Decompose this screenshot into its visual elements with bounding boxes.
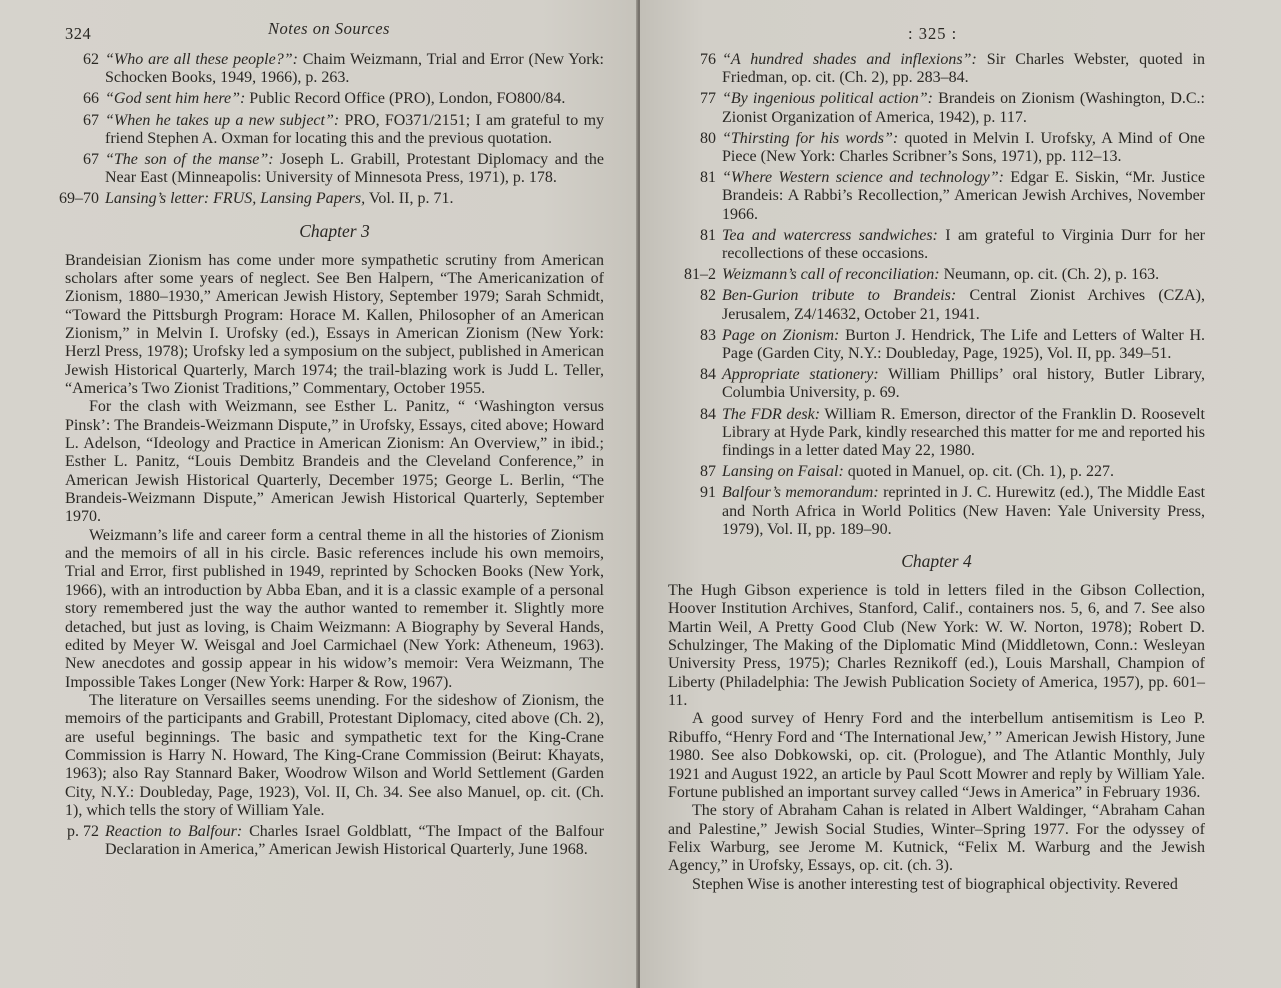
note-page-ref: 81–2 <box>684 266 716 284</box>
body-paragraph: Stephen Wise is another interesting test of biographical objectivity. Revered <box>692 875 1178 893</box>
note-entry <box>670 366 1205 402</box>
note-text: Burton J. Hendrick, The Life and Letters of Walter H. Page (Garden City, N.Y.: Doubleday, Page, 1925), Vol. II, pp. 349–51. <box>722 326 1205 363</box>
note-cue: Ben-Gurion tribute to Brandeis: <box>722 287 957 305</box>
note-entry <box>670 169 1205 224</box>
note-cue: Lansing’s letter: FRUS, Lansing Papers, <box>105 190 366 208</box>
note-entry <box>55 112 604 148</box>
body-paragraph: The story of Abraham Cahan is related in Albert Waldinger, “Abraham Cahan and Palestine,” Jewish Social Studies, Winter–Spring 1977. For the odyssey of Felix Warburg, see Jerome M. Kutnick, “Felix M. Warburg and the Jewish Agency,” in Urofsky, Essays, op. cit. (ch. 3). <box>668 802 1205 875</box>
note-cue: Tea and watercress sandwiches: <box>722 226 938 244</box>
note-text: Public Record Office (PRO), London, FO800/84. <box>245 90 566 108</box>
body-paragraph: Brandeisian Zionism has come under more sympathetic scrutiny from American scholars after some years of neglect. See Ben Halpern, “The Americanization of Zionism, 1880–1930,” American Jewish History, September 1979; Sarah Schmidt, “Toward the Pittsburgh Program: Horace M. Kallen, Philosopher of an American Zionism,” in Melvin I. Urofsky (ed.), Essays in American Zionism (New York: Herzl Press, 1978); Urofsky led a symposium on the subject, published in American Jewish Historical Quarterly, March 1974; the trail-blazing work is Judd L. Teller, “America’s Two Zionist Traditions,” Commentary, October 1955. <box>65 251 604 398</box>
body-paragraph: Weizmann’s life and career form a central theme in all the histories of Zionism and the memoirs of all in his circle. Basic references include his own memoirs, Trial and Error, first published in 1949, reprinted by Schocken Books (New York, 1966), with an introduction by Abba Eban, and it is a classic example of a personal story remembered just the way the author wanted to remember it. Slightly more detached, but just as loving, is Chaim Weizmann: A Biography by Several Hands, edited by Meyer W. Weisgal and Joel Carmichael (New York: Atheneum, 1963). New anecdotes and gossip appear in his widow’s memoir: Vera Weizmann, The Impossible Takes Longer (New York: Harper & Row, 1967). <box>65 526 604 691</box>
note-page-ref: 91 <box>700 484 716 502</box>
note-text: Neumann, op. cit. (Ch. 2), p. 163. <box>939 266 1160 284</box>
note-page-ref: 82 <box>700 287 716 305</box>
note-text: Vol. II, p. 71. <box>365 190 454 208</box>
note-entry <box>670 406 1205 461</box>
note-entry <box>670 51 1205 87</box>
note-entry <box>55 151 604 187</box>
note-page-ref: 76 <box>700 51 716 68</box>
note-page-ref: 87 <box>700 463 716 481</box>
note-page-ref: 66 <box>83 90 99 108</box>
note-text: quoted in Manuel, op. cit. (Ch. 1), p. 227. <box>843 463 1114 481</box>
note-entry <box>670 227 1205 263</box>
note-cue: Balfour’s memorandum: <box>722 484 879 502</box>
note-cue: “The son of the manse”: <box>105 151 274 169</box>
note-cue: Weizmann’s call of reconciliation: <box>722 266 940 284</box>
body-paragraph: For the clash with Weizmann, see Esther L. Panitz, “ ‘Washington versus Pinsk’: The Brandeis-Weizmann Dispute,” in Urofsky, Essays, cited above; Howard L. Adelson, “Ideology and Practice in American Zionism: An Overview,” in ibid.; Esther L. Panitz, “Louis Dembitz Brandeis and the Cleveland Conference,” in American Jewish Historical Quarterly, December 1975; George L. Berlin, “The Brandeis-Weizmann Dispute,” American Jewish Historical Quarterly, September 1970. <box>65 398 604 526</box>
note-entry <box>55 190 604 208</box>
left-page <box>0 0 638 988</box>
note-text: Sir Charles Webster, quoted in Friedman, op. cit. (Ch. 2), pp. 283–84. <box>722 51 1205 87</box>
note-text: quoted in Melvin I. Urofsky, A Mind of One Piece (New York: Charles Scribner’s Sons, 1971), pp. 112–13. <box>722 129 1205 166</box>
right-page <box>640 0 1281 988</box>
note-cue: Reaction to Balfour: <box>105 823 243 841</box>
body-paragraph: The Hugh Gibson experience is told in letters filed in the Gibson Collection, Hoover Institution Archives, Stanford, Calif., containers nos. 5, 6, and 7. See also Martin Weil, A Pretty Good Club (New York: W. W. Norton, 1978); Robert D. Schulzinger, The Making of the Diplomatic Mind (Middletown, Conn.: Wesleyan University Press, 1975); Charles Reznikoff (ed.), Louis Marshall, Champion of Liberty (Philadelphia: The Jewish Publication Society of America, 1957), pp. 601–11. <box>668 582 1205 710</box>
page-number: 324 <box>65 24 92 43</box>
note-text: Joseph L. Grabill, Protestant Diplomacy and the Near East (Minneapolis: University of Minnesota Press, 1971), p. 178. <box>105 151 604 187</box>
note-page-ref: 62 <box>83 51 99 68</box>
note-page-ref: 81 <box>700 226 716 244</box>
note-entry <box>670 484 1205 539</box>
note-entry <box>670 287 1205 323</box>
notes-list-right <box>670 51 1205 539</box>
note-entry <box>670 130 1205 166</box>
note-cue: “When he takes up a new subject”: <box>105 111 340 129</box>
notes-list-left-bottom <box>55 823 604 859</box>
note-text: PRO, FO371/2151; I am grateful to my friend Stephen A. Oxman for locating this and the previous quotation. <box>105 111 605 147</box>
note-page-ref: p. 72 <box>67 823 99 841</box>
note-page-ref: 67 <box>83 111 99 129</box>
note-page-ref: 84 <box>700 405 716 423</box>
note-cue: Appropriate stationery: <box>722 366 879 384</box>
note-entry <box>55 90 604 108</box>
note-text: Chaim Weizmann, Trial and Error (New York: Schocken Books, 1949, 1966), p. 263. <box>105 51 604 87</box>
note-page-ref: 77 <box>700 90 716 108</box>
note-text: reprinted in J. C. Hurewitz (ed.), The Middle East and North Africa in World Politics (New Haven: Yale University Press, 1979), Vol. II, pp. 189–90. <box>722 484 1206 538</box>
note-page-ref: 83 <box>700 326 716 344</box>
note-text: I am grateful to Virginia Durr for her recollections of these occasions. <box>722 226 1205 263</box>
note-text: Brandeis on Zionism (Washington, D.C.: Zionist Organization of America, 1942), p. 117. <box>722 90 1206 126</box>
note-entry <box>670 266 1205 284</box>
note-entry <box>55 823 604 859</box>
note-page-ref: 67 <box>83 151 99 169</box>
note-text: Central Zionist Archives (CZA), Jerusalem, Z4/14632, October 21, 1941. <box>722 287 1206 323</box>
note-entry <box>670 463 1205 481</box>
notes-list-left <box>55 51 604 209</box>
page-number: : 325 : <box>908 24 958 43</box>
note-cue: Lansing on Faisal: <box>722 463 844 481</box>
note-entry <box>670 327 1205 363</box>
note-text: William R. Emerson, director of the Franklin D. Roosevelt Library at Hyde Park, kindly researched this matter for me and reported his findings in a letter dated May 22, 1980. <box>722 405 1205 460</box>
note-cue: “Who are all these people?”: <box>105 51 298 68</box>
note-page-ref: 69–70 <box>59 190 99 208</box>
note-page-ref: 81 <box>700 169 716 187</box>
body-paragraph: A good survey of Henry Ford and the interbellum antisemitism is Leo P. Ribuffo, “Henry Ford and ‘The International Jew,’ ” American Jewish History, June 1980. See also Dobkowski, op. cit. (Prologue), and The Atlantic Monthly, July 1921 and August 1922, an article by Paul Scott Mowrer and reply by William Yale. Fortune published an important survey called “Jews in America” in February 1936. <box>668 710 1205 801</box>
running-title: Notes on Sources <box>268 19 390 38</box>
note-text: William Phillips’ oral history, Butler Library, Columbia University, p. 69. <box>722 366 1205 402</box>
running-head-right <box>668 16 1205 48</box>
note-entry <box>670 90 1205 126</box>
note-entry <box>55 51 604 87</box>
note-cue: “Where Western science and technology”: <box>722 169 1004 187</box>
note-cue: “Thirsting for his words”: <box>722 129 899 147</box>
note-cue: The FDR desk: <box>722 405 821 423</box>
chapter-heading: Chapter 4 <box>901 551 972 572</box>
note-text: Charles Israel Goldblatt, “The Impact of the Balfour Declaration in America,” American Jewish Historical Quarterly, June 1968. <box>105 823 605 859</box>
note-cue: “A hundred shades and inflexions”: <box>722 51 977 68</box>
note-page-ref: 80 <box>700 129 716 147</box>
note-cue: “By ingenious political action”: <box>722 90 933 108</box>
chapter-heading: Chapter 3 <box>299 220 370 241</box>
body-paragraph: The literature on Versailles seems unending. For the sideshow of Zionism, the memoirs of the participants and Grabill, Protestant Diplomacy, cited above (Ch. 2), are useful beginnings. The basic and sympathetic text for the King-Crane Commission is Harry N. Howard, The King-Crane Commission (Beirut: Khayats, 1963); also Ray Stannard Baker, Woodrow Wilson and World Settlement (Garden City, N.Y.: Doubleday, Page, 1923), Vol. II, Ch. 34. See also Manuel, op. cit. (Ch. 1), which tells the story of William Yale. <box>65 691 604 819</box>
note-page-ref: 84 <box>700 366 716 384</box>
running-head-left <box>65 16 604 48</box>
note-cue: “God sent him here”: <box>105 90 246 108</box>
note-cue: Page on Zionism: <box>722 326 840 344</box>
note-text: Edgar E. Siskin, “Mr. Justice Brandeis: A Rabbi’s Recollection,” American Jewish Archives, November 1966. <box>722 169 1206 223</box>
